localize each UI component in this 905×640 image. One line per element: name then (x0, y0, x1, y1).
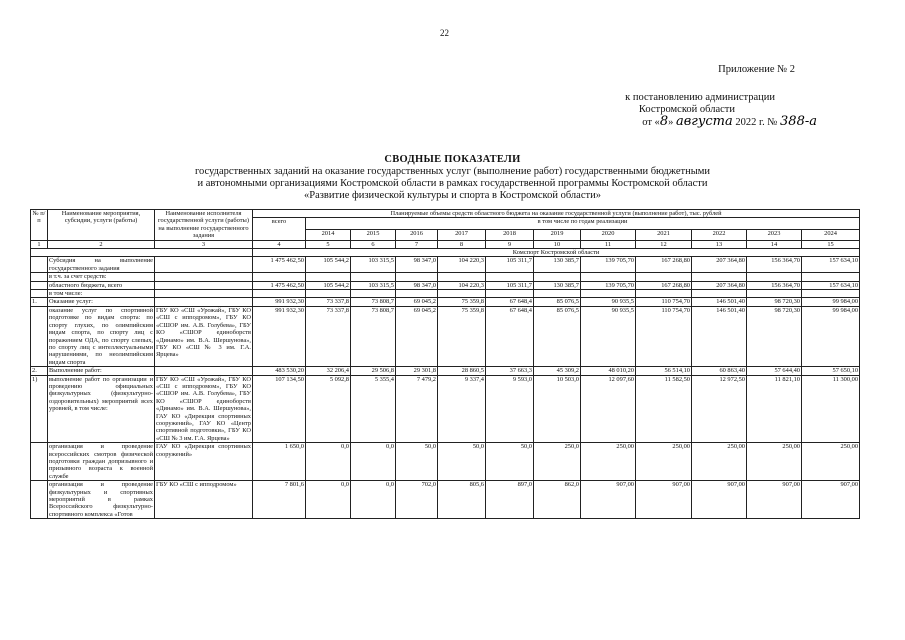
row-value: 67 648,4 (486, 306, 534, 366)
row-value: 862,0 (534, 481, 581, 519)
header-year: 2023 (747, 229, 802, 240)
row-value (747, 273, 802, 281)
section-title: Комспорт Костромской области (253, 249, 860, 257)
row-value (692, 290, 747, 298)
column-number: 8 (438, 240, 486, 248)
row-executor (155, 367, 253, 375)
row-value: 57 644,40 (747, 367, 802, 375)
appendix-title: Приложение № 2 (718, 64, 795, 75)
column-number: 7 (396, 240, 438, 248)
row-value (306, 273, 351, 281)
row-value: 0,0 (351, 481, 396, 519)
row-name: в том числе: (48, 290, 155, 298)
row-value: 110 754,70 (636, 306, 692, 366)
row-value: 991 932,30 (253, 298, 306, 306)
column-number: 4 (253, 240, 306, 248)
row-value: 7 479,2 (396, 375, 438, 443)
header-row (31, 210, 860, 218)
row-value: 85 076,5 (534, 298, 581, 306)
row-value: 5 355,4 (351, 375, 396, 443)
row-value (747, 290, 802, 298)
row-executor (155, 257, 253, 273)
row-value: 10 503,0 (534, 375, 581, 443)
row-value: 907,00 (802, 481, 860, 519)
row-executor (155, 281, 253, 289)
row-value: 702,0 (396, 481, 438, 519)
row-value: 907,00 (747, 481, 802, 519)
row-name: организация и проведение всероссийских смотров физической подготовки граждан допризывного и призывного возраста к военной службе (49, 443, 153, 480)
row-value: 37 663,3 (486, 367, 534, 375)
header-year: 2021 (636, 229, 692, 240)
row-value: 907,00 (692, 481, 747, 519)
row-value: 104 220,3 (438, 257, 486, 273)
row-value: 146 501,40 (692, 298, 747, 306)
row-value: 110 754,70 (636, 298, 692, 306)
row-value: 73 337,8 (306, 298, 351, 306)
row-value: 897,0 (486, 481, 534, 519)
row-number (31, 481, 48, 519)
row-value: 75 359,8 (438, 306, 486, 366)
row-value: 805,6 (438, 481, 486, 519)
row-value: 98 720,30 (747, 298, 802, 306)
row-value (802, 290, 860, 298)
row-number (31, 281, 48, 289)
row-value: 0,0 (351, 443, 396, 481)
row-value: 167 268,80 (636, 281, 692, 289)
row-value: 167 268,80 (636, 257, 692, 273)
row-executor (155, 273, 253, 281)
row-executor: ГБУ КО «СШ «Урожай», ГБУ КО «СШ с ипподромом», ГБУ КО «СШОР им. А.В. Голубева», ГБУ КО «СШОР единоборств «Динамо» им. В.А. Шершунова», ГАУ КО «Дирекция спортивных сооружений», ГАУ КО «Центр спортивной подготовки», ГБУ КО «СШ № 3 им. Г.А. Ярцева» (156, 375, 251, 442)
row-value: 139 705,70 (581, 257, 636, 273)
header-year: 2022 (692, 229, 747, 240)
handwritten-month: августа (675, 114, 733, 129)
header-year: 2016 (396, 229, 438, 240)
row-number (31, 290, 48, 298)
row-value: 12 972,50 (692, 375, 747, 443)
row-value: 139 705,70 (581, 281, 636, 289)
row-executor (155, 298, 253, 306)
row-value (534, 273, 581, 281)
header-year: 2020 (581, 229, 636, 240)
column-number: 13 (692, 240, 747, 248)
table-row (31, 443, 860, 481)
row-value: 11 300,00 (802, 375, 860, 443)
row-value: 7 801,6 (253, 481, 306, 519)
row-value (306, 290, 351, 298)
row-value: 250,00 (692, 443, 747, 481)
row-name: оказание услуг по спортивной подготовке по видам спорта: по спорту глухих, по олимпийским видам спорта, по спорту лиц с поражением ОДА, по спорту слепых, по спорту лиц с интеллектуальными нарушениями, по неолимпийским видам спорта (49, 306, 153, 366)
handwritten-day: 8 (659, 114, 669, 129)
title-line-1: государственных заданий на оказание государственных услуг (выполнение работ) государственными бюджетными (194, 166, 711, 177)
column-number: 2 (48, 240, 155, 248)
row-number (31, 273, 48, 281)
indicators-table (30, 209, 860, 519)
row-number (31, 257, 48, 273)
row-value: 85 076,5 (534, 306, 581, 366)
row-value: 105 311,7 (486, 281, 534, 289)
row-value: 156 364,70 (747, 281, 802, 289)
row-value: 250,00 (747, 443, 802, 481)
header-by-year: в том числе по годам реализации (306, 218, 860, 229)
row-value: 9 593,0 (486, 375, 534, 443)
row-value: 157 634,10 (802, 257, 860, 273)
row-value: 103 315,5 (351, 257, 396, 273)
row-value: 12 097,60 (581, 375, 636, 443)
table-row (31, 306, 860, 366)
title-line-3: «Развитие физической культуры и спорта в Костромской области» (304, 190, 601, 201)
row-value: 48 010,20 (581, 367, 636, 375)
row-number (31, 443, 48, 481)
document-title (0, 154, 905, 202)
row-value: 50,0 (486, 443, 534, 481)
row-value (581, 273, 636, 281)
row-value: 90 935,5 (581, 306, 636, 366)
column-number: 10 (534, 240, 581, 248)
row-number: 1. (31, 298, 48, 306)
column-number: 9 (486, 240, 534, 248)
row-value: 207 364,80 (692, 281, 747, 289)
row-value: 1 475 462,50 (253, 281, 306, 289)
row-value: 32 206,4 (306, 367, 351, 375)
row-value: 45 309,2 (534, 367, 581, 375)
row-value: 60 863,40 (692, 367, 747, 375)
row-value: 75 359,8 (438, 298, 486, 306)
row-value: 28 860,5 (438, 367, 486, 375)
row-executor: ГБУ КО «СШ «Урожай», ГБУ КО «СШ с ипподромом», ГБУ КО «СШОР им. А.В. Голубева», ГБУ КО «СШОР единоборств «Динамо» им. В.А. Шершунова», ГБУ КО «СШ № 3 им. Г.А. Ярцева» (155, 306, 253, 366)
column-number: 12 (636, 240, 692, 248)
row-value: 207 364,80 (692, 257, 747, 273)
row-value: 130 385,7 (534, 281, 581, 289)
row-value: 130 385,7 (534, 257, 581, 273)
row-value (396, 273, 438, 281)
header-planned: Планируемые объемы средств областного бюджета на оказание государственной услуги (выполнение работ), тыс. рублей (253, 210, 860, 218)
header-total: всего (253, 218, 306, 240)
column-number-row (31, 240, 860, 248)
row-value: 56 514,10 (636, 367, 692, 375)
row-value: 69 045,2 (396, 306, 438, 366)
row-value: 907,00 (636, 481, 692, 519)
row-value (636, 273, 692, 281)
row-value: 69 045,2 (396, 298, 438, 306)
row-value: 50,0 (396, 443, 438, 481)
row-value: 98 720,30 (747, 306, 802, 366)
header-name: Наименование мероприятия, субсидии, услуги (работы) (48, 210, 155, 241)
table-row (31, 290, 860, 298)
column-number: 6 (351, 240, 396, 248)
header-year: 2024 (802, 229, 860, 240)
row-value: 105 544,2 (306, 257, 351, 273)
row-name: Оказание услуг: (48, 298, 155, 306)
column-number: 15 (802, 240, 860, 248)
row-value (351, 273, 396, 281)
row-name: Субсидия на выполнение государственного задания (49, 257, 153, 272)
row-value: 99 984,00 (802, 298, 860, 306)
row-value: 98 347,0 (396, 257, 438, 273)
column-number: 11 (581, 240, 636, 248)
table-row (31, 481, 860, 519)
row-executor (155, 290, 253, 298)
header-executor: Наименование исполнителя государственной услуги (работы) на выполнение государственного задания (155, 210, 253, 241)
appendix-line-2: Костромской области (638, 104, 735, 115)
row-value: 9 337,4 (438, 375, 486, 443)
row-value: 29 301,8 (396, 367, 438, 375)
column-number: 5 (306, 240, 351, 248)
row-value: 107 134,50 (253, 375, 306, 443)
table-row (31, 375, 860, 443)
row-value (486, 290, 534, 298)
row-name: организация и проведение физкультурных и спортивных мероприятий в рамках Всероссийского физкультурно-спортивного комплекса «Готов (49, 481, 153, 518)
row-value: 0,0 (306, 443, 351, 481)
column-number: 3 (155, 240, 253, 248)
row-value: 50,0 (438, 443, 486, 481)
table-row (31, 273, 860, 281)
header-year: 2015 (351, 229, 396, 240)
table-row (31, 298, 860, 306)
row-number: 1) (31, 375, 48, 443)
row-number: 2. (31, 367, 48, 375)
row-value: 156 364,70 (747, 257, 802, 273)
row-name: областного бюджета, всего (48, 281, 155, 289)
row-value (253, 290, 306, 298)
row-value: 250,0 (534, 443, 581, 481)
row-value: 907,00 (581, 481, 636, 519)
row-value (396, 290, 438, 298)
row-value: 5 092,8 (306, 375, 351, 443)
title-line-0: СВОДНЫЕ ПОКАЗАТЕЛИ (384, 154, 521, 165)
row-value (438, 273, 486, 281)
handwritten-number: 388-а (780, 114, 817, 129)
header-year: 2014 (306, 229, 351, 240)
row-value: 11 582,50 (636, 375, 692, 443)
row-name: выполнение работ по организации и проведению официальных физкультурных (физкультурно-оздоровительных) мероприятий всех уровней, в том числе: (48, 375, 155, 443)
table-row (31, 281, 860, 289)
row-value: 1 475 462,50 (253, 257, 306, 273)
appendix-line-1: к постановлению администрации (625, 92, 775, 103)
row-value: 0,0 (306, 481, 351, 519)
row-value (581, 290, 636, 298)
row-value: 104 220,3 (438, 281, 486, 289)
header-year: 2019 (534, 229, 581, 240)
column-number: 14 (747, 240, 802, 248)
row-value (438, 290, 486, 298)
row-value (486, 273, 534, 281)
row-value (692, 273, 747, 281)
row-value: 90 935,5 (581, 298, 636, 306)
row-value: 57 650,10 (802, 367, 860, 375)
row-value: 157 634,10 (802, 281, 860, 289)
row-value: 105 311,7 (486, 257, 534, 273)
row-value: 67 648,4 (486, 298, 534, 306)
row-value (636, 290, 692, 298)
row-executor: ГАУ КО «Дирекция спортивных сооружений» (155, 443, 253, 481)
row-value (534, 290, 581, 298)
row-name: в т.ч. за счет средств: (48, 273, 155, 281)
row-value (351, 290, 396, 298)
row-value: 991 932,30 (253, 306, 306, 366)
header-year: 2017 (438, 229, 486, 240)
row-value (802, 273, 860, 281)
column-number: 1 (31, 240, 48, 248)
row-executor: ГБУ КО «СШ с ипподромом» (155, 481, 253, 519)
section-row (31, 249, 860, 257)
header-year: 2018 (486, 229, 534, 240)
row-value: 105 544,2 (306, 281, 351, 289)
row-value: 103 315,5 (351, 281, 396, 289)
row-value: 99 984,00 (802, 306, 860, 366)
row-value: 73 808,7 (351, 306, 396, 366)
row-value: 483 530,20 (253, 367, 306, 375)
row-value: 98 347,0 (396, 281, 438, 289)
row-name: Выполнение работ: (48, 367, 155, 375)
row-value: 250,00 (802, 443, 860, 481)
row-value: 250,00 (581, 443, 636, 481)
row-value: 73 337,8 (306, 306, 351, 366)
appendix-line-3: от «8» августа 2022 г. № 388-а (642, 114, 817, 129)
row-value (253, 273, 306, 281)
header-num: № п/п (31, 210, 48, 241)
table-row (31, 257, 860, 273)
title-line-2: и автономными организациями Костромской области в рамках государственной программы Костромской области (197, 178, 708, 189)
table-row (31, 367, 860, 375)
row-value: 146 501,40 (692, 306, 747, 366)
section-spacer (31, 249, 253, 257)
page-number: 22 (440, 28, 449, 38)
row-value: 11 821,10 (747, 375, 802, 443)
row-value: 1 650,0 (253, 443, 306, 481)
row-value: 73 808,7 (351, 298, 396, 306)
row-number (31, 306, 48, 366)
row-value: 250,00 (636, 443, 692, 481)
row-value: 29 506,8 (351, 367, 396, 375)
